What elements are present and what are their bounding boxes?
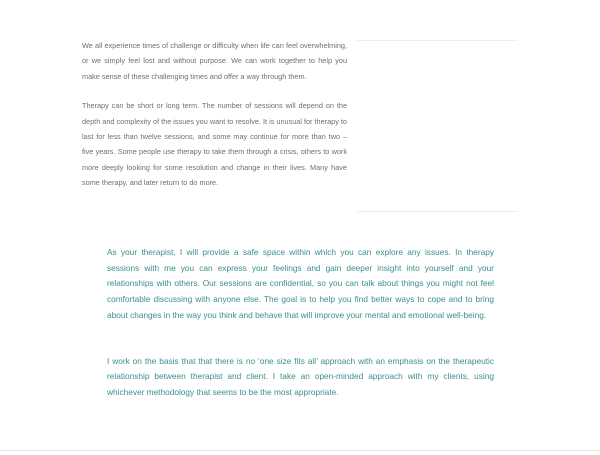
therapist-text-block bbox=[107, 245, 494, 401]
therapist-paragraph: As your therapist, I will provide a safe space within which you can explore any issues. In therapy sessions with me you can express your feelings and gain deeper insight into yourself and your relationships with others. Our sessions are confidential, so you can talk about things you might not feel comfortable discussing with anyone else. The goal is to help you find better ways to cope and to bring about changes in the way you think and behave that will improve your mental and emotional well-being. bbox=[107, 247, 494, 320]
therapist-paragraph: I work on the basis that that there is no ‘one size fits all’ approach with an emphasis on the therapeutic relationship between therapist and client. I take an open-minded approach with my clients, using whichever methodology that seems to be the most appropriate. bbox=[107, 355, 494, 397]
intro-paragraph: Therapy can be short or long term. The number of sessions will depend on the depth and complexity of the issues you want to resolve. It is unusual for therapy to last for less than twelve sessions, and some may continue for more than two – five years. Some people use therapy to take them through a crisis, others to work more deeply looking for some resolution and change in their lives. Many have some therapy, and later return to do more. bbox=[82, 101, 347, 188]
side-panel bbox=[357, 40, 518, 212]
intro-text-block bbox=[82, 38, 347, 205]
intro-paragraph: We all experience times of challenge or difficulty when life can feel overwhelming, or we simply feel lost and without purpose. We can work together to help you make sense of these challenging times and offer a way through them. bbox=[82, 41, 347, 81]
footer-divider bbox=[0, 450, 600, 451]
